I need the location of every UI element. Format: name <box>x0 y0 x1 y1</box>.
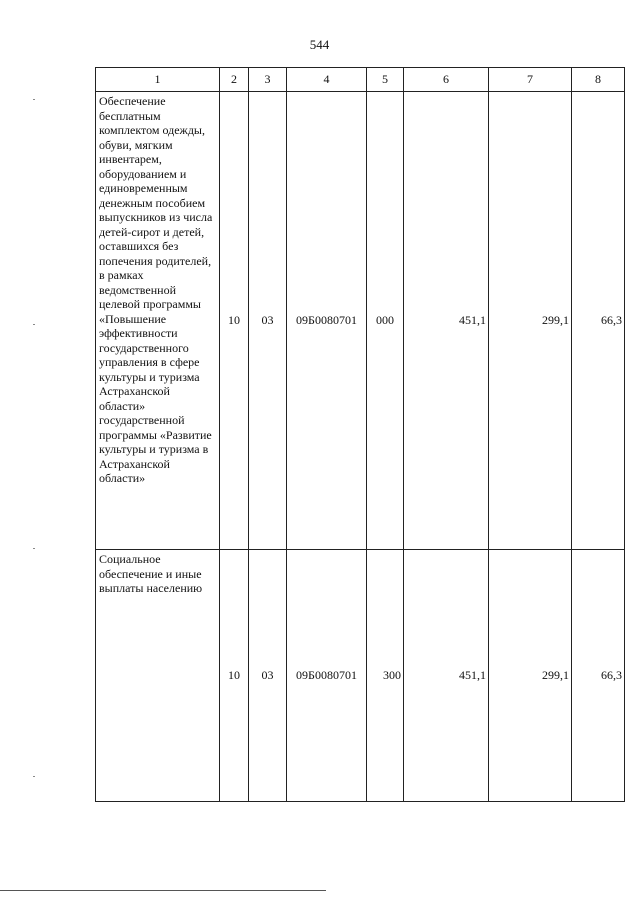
scan-speck <box>33 324 35 325</box>
expense-type-code: 300 <box>367 550 404 802</box>
subsection-code: 03 <box>249 550 287 802</box>
table-row <box>96 550 625 802</box>
subsection-code: 03 <box>249 92 287 550</box>
target-article-code: 09Б0080701 <box>287 92 367 550</box>
header-col-7: 7 <box>489 68 572 92</box>
scan-speck <box>33 776 35 777</box>
header-col-3: 3 <box>249 68 287 92</box>
header-col-4: 4 <box>287 68 367 92</box>
amount-executed: 299,1 <box>489 550 572 802</box>
header-col-8: 8 <box>572 68 625 92</box>
execution-percent: 66,3 <box>572 92 625 550</box>
page-number: 544 <box>309 37 330 52</box>
header-col-6: 6 <box>404 68 489 92</box>
target-article-code: 09Б0080701 <box>287 550 367 802</box>
row-description: Социальное обеспечение и иные выплаты населению <box>96 550 220 802</box>
scan-edge-line <box>0 890 326 891</box>
budget-table <box>95 67 625 802</box>
amount-executed: 299,1 <box>489 92 572 550</box>
section-code: 10 <box>220 92 249 550</box>
header-col-1: 1 <box>96 68 220 92</box>
amount-planned: 451,1 <box>404 550 489 802</box>
section-code: 10 <box>220 550 249 802</box>
table-row <box>96 92 625 550</box>
scan-speck <box>33 99 35 100</box>
amount-planned: 451,1 <box>404 92 489 550</box>
header-col-5: 5 <box>367 68 404 92</box>
header-col-2: 2 <box>220 68 249 92</box>
execution-percent: 66,3 <box>572 550 625 802</box>
row-description: Обеспечение бесплатным комплектом одежды, обуви, мягким инвентарем, оборудованием и единовременным денежным пособием выпускников из числа детей-сирот и детей, оставшихся без попечения родителей, в рамках ведомственной целевой программы «Повышение эффективности государственного управления в сфере культуры и туризма Астраханской области» государственной программы «Развитие культуры и туризма в Астраханской области» <box>96 92 220 550</box>
header-row <box>96 68 625 92</box>
scan-speck <box>33 548 35 549</box>
expense-type-code: 000 <box>367 92 404 550</box>
